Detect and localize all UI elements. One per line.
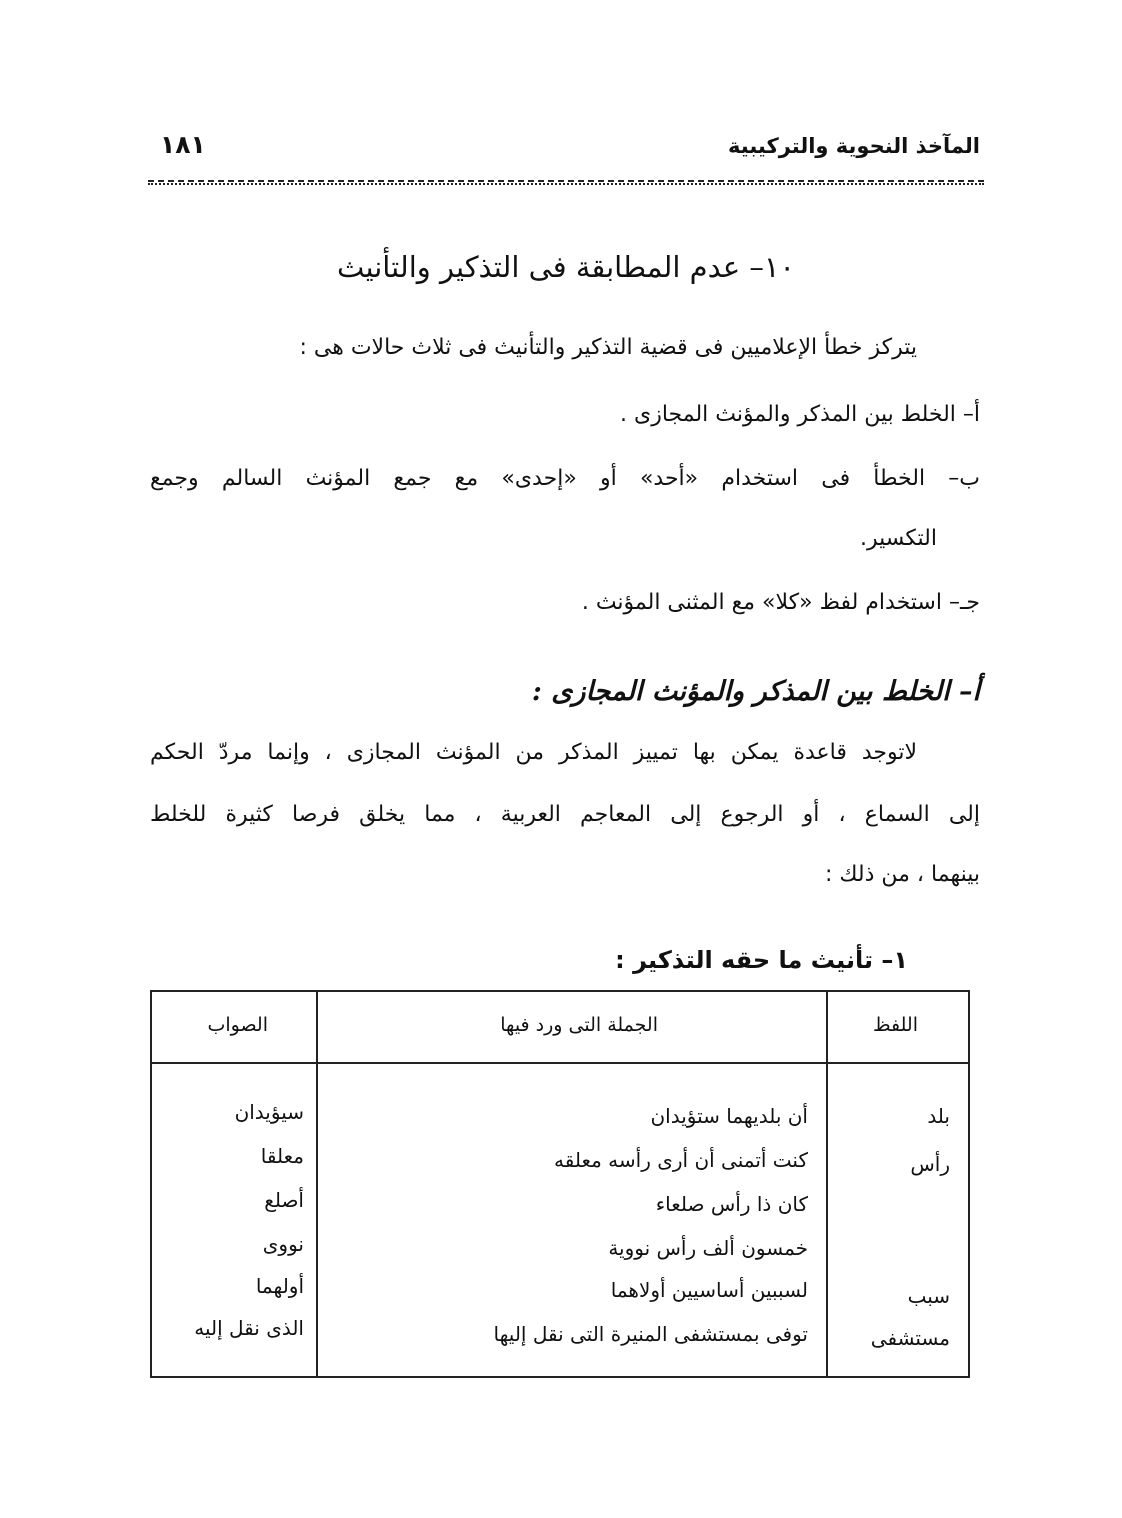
table-cell-sentence: توفى بمستشفى المنيرة التى نقل إليها	[493, 1322, 808, 1346]
table-cell-word: مستشفى	[870, 1326, 950, 1350]
table-cell-word: سبب	[907, 1284, 950, 1308]
table-cell-correct: الذى نقل إليه	[194, 1316, 304, 1340]
table-cell-word: رأس	[910, 1152, 950, 1176]
table-cell-sentence: كان ذا رأس صلعاء	[655, 1192, 808, 1216]
paragraph-line-1: لاتوجد قاعدة يمكن بها تمييز المذكر من المؤنث المجازى ، وإنما مردّ الحكم	[150, 740, 917, 765]
list-item-a: أ– الخلط بين المذكر والمؤنث المجازى .	[620, 402, 980, 427]
table-cell-correct: أولهما	[255, 1274, 304, 1298]
intro-paragraph: يتركز خطأ الإعلاميين فى قضية التذكير والتأنيث فى ثلاث حالات هى :	[299, 335, 917, 360]
list-item-b: ب– الخطأ فى استخدام «أحد» أو «إحدى» مع جمع المؤنث السالم وجمع	[150, 466, 980, 491]
table-cell-word: بلد	[927, 1104, 950, 1128]
table-header-word: اللفظ	[872, 1014, 918, 1036]
table-header-divider	[152, 1062, 968, 1064]
section-title: ١٠– عدم المطابقة فى التذكير والتأنيث	[336, 250, 796, 284]
table-cell-correct: معلقا	[260, 1144, 304, 1168]
header-divider	[148, 180, 984, 185]
subsection-1-heading: ١– تأنيث ما حقه التذكير :	[615, 946, 908, 974]
table-cell-sentence: خمسون ألف رأس نووية	[608, 1236, 808, 1260]
table-cell-sentence: كنت أتمنى أن أرى رأسه معلقه	[553, 1148, 808, 1172]
page-number: ١٨١	[160, 130, 206, 159]
running-header-title: المآخذ النحوية والتركيبية	[728, 134, 980, 158]
subsection-a-heading: أ– الخلط بين المذكر والمؤنث المجازى :	[531, 676, 980, 707]
list-item-c: جـ– استخدام لفظ «كلا» مع المثنى المؤنث .	[581, 590, 980, 615]
table-cell-sentence: أن بلديهما ستؤيدان	[650, 1104, 808, 1128]
table-cell-correct: أصلع	[264, 1188, 304, 1212]
table-header-sentence: الجملة التى ورد فيها	[500, 1014, 658, 1036]
paragraph-line-3: بينهما ، من ذلك :	[824, 862, 980, 887]
list-item-b-continued: التكسير.	[860, 526, 937, 551]
table-cell-sentence: لسببين أساسيين أولاهما	[610, 1278, 808, 1302]
table-cell-correct: نووى	[262, 1232, 304, 1256]
table-cell-correct: سيؤيدان	[234, 1100, 304, 1124]
table-column-divider-2	[826, 992, 828, 1376]
table-column-divider-1	[316, 992, 318, 1376]
examples-table	[150, 990, 970, 1378]
paragraph-line-2: إلى السماع ، أو الرجوع إلى المعاجم العربية ، مما يخلق فرصا كثيرة للخلط	[150, 802, 980, 827]
table-header-correct: الصواب	[207, 1014, 268, 1036]
